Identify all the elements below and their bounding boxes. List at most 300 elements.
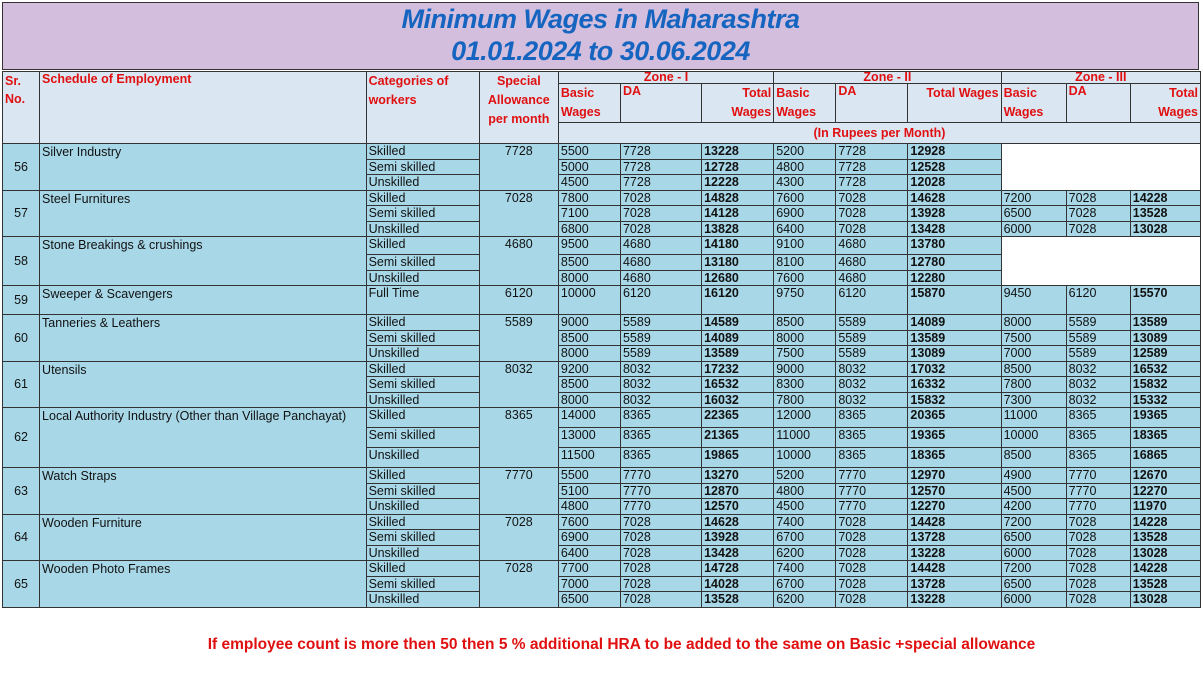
z1-total-cell: 14028 — [702, 576, 774, 592]
z1-basic-cell: 9500 — [558, 237, 620, 255]
z3-da-cell: 8032 — [1066, 377, 1130, 393]
z2-total-cell: 13089 — [908, 346, 1001, 362]
z1-da-cell: 7028 — [620, 221, 701, 237]
category-cell: Unskilled — [366, 499, 479, 515]
z3-basic-cell: 6000 — [1001, 221, 1066, 237]
z2-basic-cell: 6200 — [774, 592, 836, 608]
z3-empty-cell — [1001, 144, 1200, 191]
z1-da-cell: 7028 — [620, 561, 701, 577]
z3-da-cell: 7028 — [1066, 206, 1130, 222]
z3-basic-cell: 7200 — [1001, 514, 1066, 530]
z1-basic-cell: 4500 — [558, 175, 620, 191]
employment-cell: Wooden Photo Frames — [40, 561, 367, 608]
special-allowance-cell: 8365 — [479, 408, 558, 468]
z1-total-cell: 13270 — [702, 468, 774, 484]
special-allowance-cell: 7028 — [479, 561, 558, 608]
z2-total-cell: 14428 — [908, 561, 1001, 577]
z1-da-cell: 7770 — [620, 483, 701, 499]
category-cell: Unskilled — [366, 545, 479, 561]
table-row — [3, 408, 1201, 428]
table-row — [3, 286, 1201, 315]
z1-total-cell: 19865 — [702, 448, 774, 468]
sr-no-cell: 62 — [3, 408, 40, 468]
category-cell: Semi skilled — [366, 159, 479, 175]
z1-total-header: Total Wages — [702, 84, 774, 123]
z1-da-cell: 7028 — [620, 576, 701, 592]
page-title: Minimum Wages in Maharashtra — [401, 4, 800, 34]
table-row — [3, 361, 1201, 377]
z2-da-cell: 7028 — [836, 190, 908, 206]
unit-note: (In Rupees per Month) — [558, 123, 1200, 144]
z2-total-cell: 14628 — [908, 190, 1001, 206]
z2-basic-cell: 4800 — [774, 159, 836, 175]
z2-total-cell: 14428 — [908, 514, 1001, 530]
z3-total-cell: 13089 — [1130, 330, 1200, 346]
wages-table — [2, 71, 1201, 608]
z2-total-cell: 13428 — [908, 221, 1001, 237]
z1-da-cell: 7728 — [620, 175, 701, 191]
z3-total-cell: 13028 — [1130, 545, 1200, 561]
z2-da-cell: 7770 — [836, 483, 908, 499]
z1-basic-cell: 13000 — [558, 428, 620, 448]
z2-basic-cell: 8500 — [774, 315, 836, 331]
category-cell: Semi skilled — [366, 530, 479, 546]
z2-total-cell: 16332 — [908, 377, 1001, 393]
z1-basic-cell: 9000 — [558, 315, 620, 331]
z1-total-cell: 14589 — [702, 315, 774, 331]
z1-da-cell: 7028 — [620, 530, 701, 546]
category-cell: Semi skilled — [366, 576, 479, 592]
z3-total-cell: 13528 — [1130, 576, 1200, 592]
z1-da-cell: 7770 — [620, 499, 701, 515]
z1-basic-cell: 8500 — [558, 255, 620, 271]
z3-total-cell: 13028 — [1130, 221, 1200, 237]
wages-table-body — [3, 144, 1201, 608]
z3-total-header: Total Wages — [1130, 84, 1200, 123]
z1-basic-cell: 9200 — [558, 361, 620, 377]
z3-basic-cell: 8000 — [1001, 315, 1066, 331]
z3-basic-cell: 6000 — [1001, 592, 1066, 608]
z2-basic-cell: 12000 — [774, 408, 836, 428]
z3-basic-cell: 8500 — [1001, 361, 1066, 377]
z3-basic-cell: 4500 — [1001, 483, 1066, 499]
z2-da-cell: 4680 — [836, 237, 908, 255]
z2-basic-header: Basic Wages — [774, 84, 836, 123]
z1-basic-cell: 8000 — [558, 270, 620, 286]
z2-total-header: Total Wages — [908, 84, 1001, 123]
z3-basic-cell: 4900 — [1001, 468, 1066, 484]
z2-da-cell: 7028 — [836, 206, 908, 222]
category-cell: Unskilled — [366, 448, 479, 468]
z2-total-cell: 12028 — [908, 175, 1001, 191]
sr-no-cell: 59 — [3, 286, 40, 315]
category-cell: Unskilled — [366, 392, 479, 408]
z1-basic-cell: 8000 — [558, 392, 620, 408]
category-cell: Unskilled — [366, 270, 479, 286]
special-allowance-cell: 5589 — [479, 315, 558, 362]
category-cell: Unskilled — [366, 221, 479, 237]
z3-da-cell: 8032 — [1066, 361, 1130, 377]
employment-cell: Tanneries & Leathers — [40, 315, 367, 362]
z3-da-cell: 7028 — [1066, 190, 1130, 206]
z2-total-cell: 13228 — [908, 545, 1001, 561]
z3-total-cell: 11970 — [1130, 499, 1200, 515]
z1-da-cell: 5589 — [620, 330, 701, 346]
z1-basic-cell: 6800 — [558, 221, 620, 237]
special-allowance-cell: 7028 — [479, 190, 558, 237]
z2-total-cell: 12928 — [908, 144, 1001, 160]
z2-da-cell: 7770 — [836, 499, 908, 515]
z3-da-header: DA — [1066, 84, 1130, 123]
sr-no-cell: 58 — [3, 237, 40, 286]
category-cell: Unskilled — [366, 175, 479, 191]
z1-da-cell: 8365 — [620, 428, 701, 448]
z1-basic-cell: 6500 — [558, 592, 620, 608]
z1-da-cell: 6120 — [620, 286, 701, 315]
table-row — [3, 514, 1201, 530]
z3-basic-cell: 7200 — [1001, 190, 1066, 206]
z2-da-cell: 7028 — [836, 545, 908, 561]
date-range: 01.01.2024 to 30.06.2024 — [451, 36, 750, 66]
category-cell: Semi skilled — [366, 255, 479, 271]
z1-basic-cell: 7100 — [558, 206, 620, 222]
z3-total-cell: 15570 — [1130, 286, 1200, 315]
z2-da-cell: 5589 — [836, 330, 908, 346]
z1-da-cell: 8365 — [620, 408, 701, 428]
z3-basic-cell: 7500 — [1001, 330, 1066, 346]
z1-basic-cell: 8000 — [558, 346, 620, 362]
employment-cell: Sweeper & Scavengers — [40, 286, 367, 315]
z2-basic-cell: 9100 — [774, 237, 836, 255]
zone-2-header: Zone - II — [774, 72, 1001, 84]
table-row — [3, 315, 1201, 331]
z2-da-cell: 7028 — [836, 576, 908, 592]
z2-da-cell: 7028 — [836, 561, 908, 577]
z1-total-cell: 14828 — [702, 190, 774, 206]
z1-total-cell: 12728 — [702, 159, 774, 175]
category-cell: Skilled — [366, 144, 479, 160]
sr-no-cell: 60 — [3, 315, 40, 362]
z2-total-cell: 12970 — [908, 468, 1001, 484]
z2-basic-cell: 7500 — [774, 346, 836, 362]
category-cell: Full Time — [366, 286, 479, 315]
z2-basic-cell: 7600 — [774, 270, 836, 286]
category-cell: Semi skilled — [366, 377, 479, 393]
z1-da-cell: 7028 — [620, 206, 701, 222]
z1-da-cell: 4680 — [620, 237, 701, 255]
z3-empty-cell — [1001, 237, 1200, 286]
z1-basic-cell: 14000 — [558, 408, 620, 428]
z3-da-cell: 5589 — [1066, 346, 1130, 362]
z3-basic-cell: 7800 — [1001, 377, 1066, 393]
z3-total-cell: 13528 — [1130, 206, 1200, 222]
z1-da-cell: 7028 — [620, 545, 701, 561]
z2-total-cell: 12570 — [908, 483, 1001, 499]
sr-no-cell: 65 — [3, 561, 40, 608]
employment-cell: Local Authority Industry (Other than Village Panchayat) — [40, 408, 367, 468]
category-cell: Semi skilled — [366, 483, 479, 499]
z1-da-cell: 5589 — [620, 346, 701, 362]
z1-total-cell: 14180 — [702, 237, 774, 255]
z3-basic-cell: 11000 — [1001, 408, 1066, 428]
z1-basic-cell: 5100 — [558, 483, 620, 499]
employment-cell: Watch Straps — [40, 468, 367, 515]
category-cell: Semi skilled — [366, 428, 479, 448]
employment-cell: Wooden Furniture — [40, 514, 367, 561]
employment-cell: Utensils — [40, 361, 367, 408]
z2-da-cell: 4680 — [836, 255, 908, 271]
z3-da-cell: 7770 — [1066, 483, 1130, 499]
z1-basic-cell: 5000 — [558, 159, 620, 175]
z1-total-cell: 12570 — [702, 499, 774, 515]
z3-total-cell: 13589 — [1130, 315, 1200, 331]
z1-total-cell: 14089 — [702, 330, 774, 346]
category-cell: Skilled — [366, 514, 479, 530]
zone-1-header: Zone - I — [558, 72, 773, 84]
z2-da-cell: 7028 — [836, 530, 908, 546]
special-allowance-cell: 4680 — [479, 237, 558, 286]
z1-da-cell: 8365 — [620, 448, 701, 468]
z3-basic-cell: 7300 — [1001, 392, 1066, 408]
special-allowance-cell: 6120 — [479, 286, 558, 315]
z1-basic-cell: 11500 — [558, 448, 620, 468]
category-cell: Skilled — [366, 408, 479, 428]
z3-da-cell: 7028 — [1066, 592, 1130, 608]
z2-basic-cell: 9750 — [774, 286, 836, 315]
z3-basic-cell: 6500 — [1001, 576, 1066, 592]
z1-da-header: DA — [620, 84, 701, 123]
z1-da-cell: 4680 — [620, 255, 701, 271]
category-cell: Semi skilled — [366, 330, 479, 346]
z2-basic-cell: 6700 — [774, 530, 836, 546]
z2-basic-cell: 11000 — [774, 428, 836, 448]
z1-basic-cell: 5500 — [558, 468, 620, 484]
z1-total-cell: 13180 — [702, 255, 774, 271]
z2-total-cell: 13728 — [908, 576, 1001, 592]
z2-total-cell: 12280 — [908, 270, 1001, 286]
category-cell: Skilled — [366, 237, 479, 255]
z1-total-cell: 14728 — [702, 561, 774, 577]
z1-total-cell: 14128 — [702, 206, 774, 222]
z1-basic-cell: 8500 — [558, 330, 620, 346]
z1-total-cell: 13828 — [702, 221, 774, 237]
z2-da-cell: 7028 — [836, 221, 908, 237]
z3-da-cell: 7028 — [1066, 576, 1130, 592]
z3-total-cell: 13528 — [1130, 530, 1200, 546]
z3-total-cell: 14228 — [1130, 561, 1200, 577]
z1-basic-cell: 7700 — [558, 561, 620, 577]
table-row — [3, 144, 1201, 160]
z1-da-cell: 8032 — [620, 361, 701, 377]
schedule-header: Schedule of Employment — [40, 72, 367, 144]
z2-da-cell: 7728 — [836, 144, 908, 160]
z2-total-cell: 12528 — [908, 159, 1001, 175]
z2-basic-cell: 4300 — [774, 175, 836, 191]
z2-total-cell: 13228 — [908, 592, 1001, 608]
z3-total-cell: 13028 — [1130, 592, 1200, 608]
z2-da-cell: 8032 — [836, 361, 908, 377]
sr-no-cell: 64 — [3, 514, 40, 561]
z1-da-cell: 5589 — [620, 315, 701, 331]
zone-3-header: Zone - III — [1001, 72, 1200, 84]
z3-da-cell: 8365 — [1066, 448, 1130, 468]
z3-da-cell: 7028 — [1066, 514, 1130, 530]
z1-total-cell: 14628 — [702, 514, 774, 530]
z3-da-cell: 7770 — [1066, 499, 1130, 515]
category-cell: Skilled — [366, 561, 479, 577]
special-allowance-cell: 8032 — [479, 361, 558, 408]
z3-total-cell: 18365 — [1130, 428, 1200, 448]
z1-da-cell: 4680 — [620, 270, 701, 286]
special-allowance-cell: 7728 — [479, 144, 558, 191]
z1-da-cell: 7728 — [620, 144, 701, 160]
z2-basic-cell: 4800 — [774, 483, 836, 499]
z1-total-cell: 13589 — [702, 346, 774, 362]
z2-da-cell: 6120 — [836, 286, 908, 315]
sr-no-cell: 61 — [3, 361, 40, 408]
z2-basic-cell: 7400 — [774, 561, 836, 577]
z2-da-cell: 8365 — [836, 448, 908, 468]
sr-no-cell: 56 — [3, 144, 40, 191]
z1-basic-cell: 8500 — [558, 377, 620, 393]
z3-da-cell: 7028 — [1066, 545, 1130, 561]
employment-cell: Stone Breakings & crushings — [40, 237, 367, 286]
z3-da-cell: 8032 — [1066, 392, 1130, 408]
z2-basic-cell: 5200 — [774, 144, 836, 160]
table-row — [3, 237, 1201, 255]
category-cell: Skilled — [366, 315, 479, 331]
z1-total-cell: 12228 — [702, 175, 774, 191]
table-row — [3, 190, 1201, 206]
z3-da-cell: 7028 — [1066, 561, 1130, 577]
z2-da-cell: 7770 — [836, 468, 908, 484]
special-allowance-header: Special Allowance per month — [479, 72, 558, 144]
category-cell: Skilled — [366, 190, 479, 206]
z3-da-cell: 6120 — [1066, 286, 1130, 315]
category-cell: Unskilled — [366, 346, 479, 362]
z2-da-cell: 8032 — [836, 392, 908, 408]
z2-da-cell: 8365 — [836, 428, 908, 448]
z3-basic-cell: 6500 — [1001, 530, 1066, 546]
z1-total-cell: 16120 — [702, 286, 774, 315]
z3-da-cell: 8365 — [1066, 408, 1130, 428]
z2-da-cell: 7728 — [836, 175, 908, 191]
z2-da-cell: 7728 — [836, 159, 908, 175]
z2-basic-cell: 7600 — [774, 190, 836, 206]
z1-basic-cell: 7000 — [558, 576, 620, 592]
z1-da-cell: 8032 — [620, 377, 701, 393]
z2-basic-cell: 7400 — [774, 514, 836, 530]
z1-da-cell: 7728 — [620, 159, 701, 175]
z1-da-cell: 7028 — [620, 592, 701, 608]
z2-total-cell: 18365 — [908, 448, 1001, 468]
z3-total-cell: 14228 — [1130, 190, 1200, 206]
sr-no-header: Sr. No. — [3, 72, 40, 144]
category-cell: Unskilled — [366, 592, 479, 608]
z2-basic-cell: 8300 — [774, 377, 836, 393]
sr-no-cell: 63 — [3, 468, 40, 515]
z3-total-cell: 16532 — [1130, 361, 1200, 377]
z1-basic-cell: 4800 — [558, 499, 620, 515]
z1-da-cell: 7028 — [620, 190, 701, 206]
z2-basic-cell: 8100 — [774, 255, 836, 271]
z1-total-cell: 16032 — [702, 392, 774, 408]
special-allowance-cell: 7028 — [479, 514, 558, 561]
z1-da-cell: 7028 — [620, 514, 701, 530]
special-allowance-cell: 7770 — [479, 468, 558, 515]
z2-basic-cell: 6400 — [774, 221, 836, 237]
table-row — [3, 561, 1201, 577]
category-cell: Semi skilled — [366, 206, 479, 222]
z3-da-cell: 7028 — [1066, 221, 1130, 237]
z1-basic-cell: 10000 — [558, 286, 620, 315]
z2-total-cell: 15870 — [908, 286, 1001, 315]
z2-total-cell: 13728 — [908, 530, 1001, 546]
z1-total-cell: 13428 — [702, 545, 774, 561]
z2-basic-cell: 6700 — [774, 576, 836, 592]
z3-total-cell: 14228 — [1130, 514, 1200, 530]
z3-total-cell: 15832 — [1130, 377, 1200, 393]
z2-da-cell: 8365 — [836, 408, 908, 428]
z2-total-cell: 13589 — [908, 330, 1001, 346]
z1-basic-cell: 7600 — [558, 514, 620, 530]
z1-total-cell: 13228 — [702, 144, 774, 160]
z1-da-cell: 8032 — [620, 392, 701, 408]
z3-da-cell: 7028 — [1066, 530, 1130, 546]
z3-total-cell: 12670 — [1130, 468, 1200, 484]
z3-total-cell: 19365 — [1130, 408, 1200, 428]
z2-da-cell: 5589 — [836, 315, 908, 331]
z1-basic-cell: 5500 — [558, 144, 620, 160]
z1-total-cell: 17232 — [702, 361, 774, 377]
z1-total-cell: 21365 — [702, 428, 774, 448]
z1-da-cell: 7770 — [620, 468, 701, 484]
z3-basic-cell: 4200 — [1001, 499, 1066, 515]
z3-total-cell: 12589 — [1130, 346, 1200, 362]
z3-basic-cell: 7000 — [1001, 346, 1066, 362]
z2-da-cell: 4680 — [836, 270, 908, 286]
z3-basic-cell: 7200 — [1001, 561, 1066, 577]
z2-total-cell: 14089 — [908, 315, 1001, 331]
z1-basic-cell: 7800 — [558, 190, 620, 206]
z2-basic-cell: 9000 — [774, 361, 836, 377]
z2-basic-cell: 5200 — [774, 468, 836, 484]
z2-total-cell: 20365 — [908, 408, 1001, 428]
z3-da-cell: 5589 — [1066, 315, 1130, 331]
z2-total-cell: 13780 — [908, 237, 1001, 255]
z2-da-cell: 7028 — [836, 592, 908, 608]
z1-total-cell: 13928 — [702, 530, 774, 546]
title-banner — [2, 2, 1199, 70]
z2-da-header: DA — [836, 84, 908, 123]
z2-da-cell: 8032 — [836, 377, 908, 393]
employment-cell: Silver Industry — [40, 144, 367, 191]
category-cell: Skilled — [366, 468, 479, 484]
z3-basic-cell: 10000 — [1001, 428, 1066, 448]
z2-basic-cell: 10000 — [774, 448, 836, 468]
z2-basic-cell: 7800 — [774, 392, 836, 408]
z2-basic-cell: 8000 — [774, 330, 836, 346]
z2-total-cell: 15832 — [908, 392, 1001, 408]
z2-basic-cell: 6900 — [774, 206, 836, 222]
z2-total-cell: 19365 — [908, 428, 1001, 448]
z3-da-cell: 5589 — [1066, 330, 1130, 346]
z3-basic-cell: 8500 — [1001, 448, 1066, 468]
z3-da-cell: 8365 — [1066, 428, 1130, 448]
z3-total-cell: 16865 — [1130, 448, 1200, 468]
employment-cell: Steel Furnitures — [40, 190, 367, 237]
z3-basic-cell: 9450 — [1001, 286, 1066, 315]
